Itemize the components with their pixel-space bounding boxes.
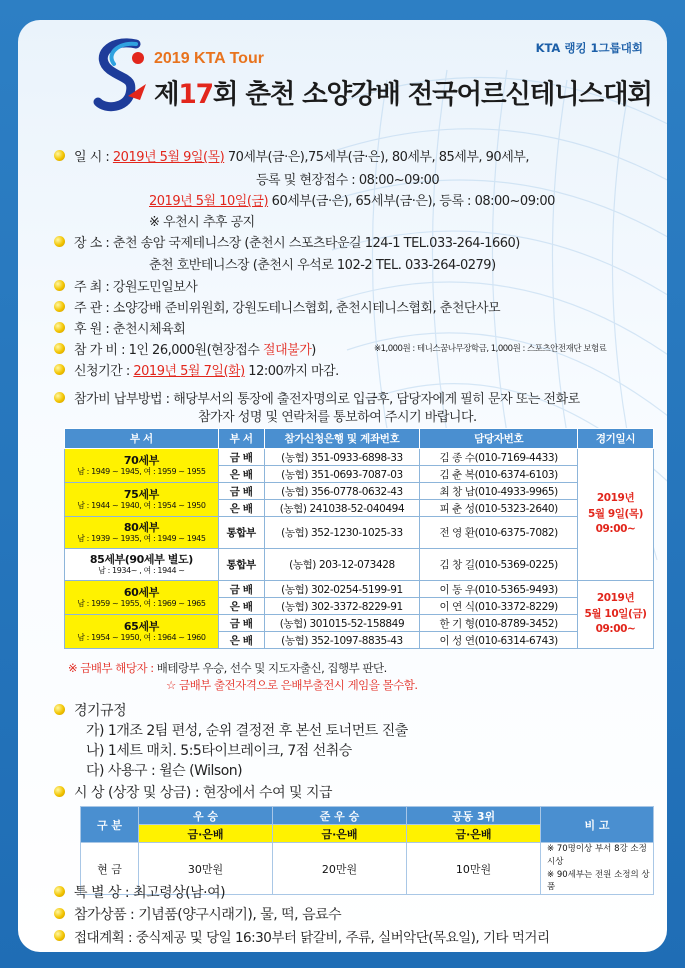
division-cell: 70세부 남 : 1949 ~ 1945, 여 : 1959 ~ 1955 bbox=[65, 449, 219, 483]
date-cell-1: 2019년 5월 9일(목) 09:00~ bbox=[578, 449, 654, 581]
table-row: 80세부 남 : 1939 ~ 1935, 여 : 1949 ~ 1945 통합부 (농협) 352-1230-1025-33 전 영 환(010-6375-7082) bbox=[65, 517, 654, 549]
table-row: 은 배 (농협) 302-3372-8229-91 이 연 식(010-3372-8229) bbox=[65, 598, 654, 615]
rain-note: ※ 우천시 추후 공지 bbox=[149, 215, 255, 230]
col-division: 부 서 bbox=[65, 429, 219, 449]
col-account: 참가신청은행 및 계좌번호 bbox=[264, 429, 420, 449]
bullet-icon bbox=[54, 322, 65, 333]
bullet-icon bbox=[54, 704, 65, 715]
table-row: 75세부 남 : 1944 ~ 1940, 여 : 1954 ~ 1950 금 배 (농협) 356-0778-0632-43 최 창 남(010-4933-9965) bbox=[65, 483, 654, 500]
col-sex: 부 서 bbox=[218, 429, 264, 449]
gold-warning: ☆ 금배부 출전자격으로 은배부출전시 게임을 몰수함. bbox=[166, 678, 418, 692]
prize-col-runner: 준 우 승 bbox=[273, 807, 407, 825]
gifts-line: 참가상품 : 기념품(양구시래기), 물, 떡, 음료수 bbox=[54, 904, 341, 924]
poster-frame bbox=[18, 20, 667, 952]
table-row: 60세부 남 : 1959 ~ 1955, 여 : 1969 ~ 1965 금 배 (농협) 302-0254-5199-91 이 동 우(010-5365-9493) 2019년 5월 10일(금) 09:00~ bbox=[65, 581, 654, 598]
rule-item: 다) 사용구 : 윌슨 (Wilson) bbox=[86, 763, 243, 779]
tour-label: 2019 KTA Tour bbox=[154, 50, 264, 67]
gold-note: ※ 금배부 해당자 : 배테랑부 우승, 선수 및 지도자출신, 집행부 판단. bbox=[68, 661, 387, 675]
prize-note: ※ 70명이상 부서 8강 소정시상 ※ 90세부는 전원 소정의 상품 bbox=[541, 843, 654, 895]
bullet-icon bbox=[54, 280, 65, 291]
date-registration: 등록 및 현장접수 : 08:00~09:00 bbox=[256, 173, 440, 188]
col-date: 경기일시 bbox=[578, 429, 654, 449]
bullet-icon bbox=[54, 930, 65, 941]
payment-line-1: 참가비 납부방법 : 해당부서의 통장에 출전자명의로 입금후, 담당자에게 필히 문자 또는 전화로 bbox=[54, 388, 580, 407]
division-cell: 80세부 남 : 1939 ~ 1935, 여 : 1949 ~ 1945 bbox=[65, 517, 219, 549]
prize-col-win: 우 승 bbox=[139, 807, 273, 825]
col-contact: 담당자번호 bbox=[420, 429, 578, 449]
table-row: 은 배 (농협) 241038-52-040494 피 춘 성(010-5323-2640) bbox=[65, 500, 654, 517]
table-row: 현 금 30만원 20만원 10만원 ※ 70명이상 부서 8강 소정시상 ※ 90세부는 전원 소정의 상품 bbox=[81, 843, 654, 895]
table-row: 은 배 (농협) 351-0693-7087-03 김 춘 복(010-6374-6103) bbox=[65, 466, 654, 483]
division-cell: 75세부 남 : 1944 ~ 1940, 여 : 1954 ~ 1950 bbox=[65, 483, 219, 517]
bullet-icon bbox=[54, 392, 65, 403]
rules-title: 경기규정 bbox=[54, 700, 126, 720]
bullet-icon bbox=[54, 236, 65, 247]
bullet-icon bbox=[54, 343, 65, 354]
sponsor-line: 후 원 : 춘천시체육회 bbox=[54, 318, 185, 337]
prize-table: 구 분 우 승 준 우 승 공동 3위 비 고 금·은배 금·은배 금·은배 현 금 30만원 20만원 10만원 ※ 70명이상 부서 8강 소정시상 ※ 90세부는 전원 소정의 상품 bbox=[80, 806, 654, 895]
table-row: 70세부 남 : 1949 ~ 1945, 여 : 1959 ~ 1955 금 배 (농협) 351-0933-6898-33 김 종 수(010-7169-4433) 2019년 5월 9일(목) 09:00~ bbox=[65, 449, 654, 466]
rule-item: 가) 1개조 2팀 편성, 순위 결정전 후 본선 토너먼트 진출 bbox=[86, 723, 408, 739]
organizer-line: 주 관 : 소양강배 준비위원회, 강원도테니스협회, 춘천시테니스협회, 춘천단사모 bbox=[54, 297, 500, 316]
tournament-logo bbox=[88, 38, 158, 116]
division-table bbox=[64, 428, 654, 649]
prize-col-division: 구 분 bbox=[81, 807, 139, 843]
main-title: 제17회 춘천 소양강배 전국어르신테니스대회 bbox=[154, 79, 652, 110]
division-cell: 60세부 남 : 1959 ~ 1955, 여 : 1969 ~ 1965 bbox=[65, 581, 219, 615]
deadline-line: 신청기간 : 2019년 5월 7일(화) 12:00까지 마감. bbox=[54, 360, 339, 379]
bullet-icon bbox=[54, 150, 65, 161]
bullet-icon bbox=[54, 908, 65, 919]
date-line-1: 일 시 : 2019년 5월 9일(목) 70세부(금·은),75세부(금·은), 80세부, 85세부, 90세부, bbox=[54, 146, 529, 165]
ranking-badge: KTA 랭킹 1그룹대회 bbox=[535, 41, 643, 55]
fee-note: ※1,000원 : 테니스꿈나무장학금, 1,000원 : 스포츠안전재단 보험료 bbox=[374, 344, 607, 354]
payment-line-2: 참가자 성명 및 연락처를 통보하여 주시기 바랍니다. bbox=[198, 410, 477, 425]
fee-line: 참 가 비 : 1인 26,000원(현장접수 절대불가) bbox=[54, 339, 316, 358]
bullet-icon bbox=[54, 886, 65, 897]
date-line-2: 2019년 5월 10일(금) 60세부(금·은), 65세부(금·은), 등록 : 08:00~09:00 bbox=[149, 194, 555, 209]
table-row: 은 배 (농협) 352-1097-8835-43 이 성 연(010-6314-6743) bbox=[65, 632, 654, 649]
table-row: 85세부(90세부 별도) 남 : 1934~ , 여 : 1944 ~ 통합부 (농협) 203-12-073428 김 창 길(010-5369-0225) bbox=[65, 549, 654, 581]
division-cell: 85세부(90세부 별도) 남 : 1934~ , 여 : 1944 ~ bbox=[65, 549, 219, 581]
hospitality-line: 접대계획 : 중식제공 및 당일 16:30부터 닭갈비, 주류, 실버악단(목요일), 기타 먹거리 bbox=[54, 926, 550, 946]
prize-title: 시 상 (상장 및 상금) : 현장에서 수여 및 지급 bbox=[54, 782, 332, 802]
table-row: 65세부 남 : 1954 ~ 1950, 여 : 1964 ~ 1960 금 배 (농협) 301015-52-158849 한 기 형(010-8789-3452) bbox=[65, 615, 654, 632]
venue-line-2: 춘천 호반테니스장 (춘천시 우석로 102-2 TEL. 033-264-0279) bbox=[149, 258, 496, 273]
division-cell: 65세부 남 : 1954 ~ 1950, 여 : 1964 ~ 1960 bbox=[65, 615, 219, 649]
date-cell-2: 2019년 5월 10일(금) 09:00~ bbox=[578, 581, 654, 649]
host-line: 주 최 : 강원도민일보사 bbox=[54, 276, 197, 295]
bullet-icon bbox=[54, 364, 65, 375]
prize-col-note: 비 고 bbox=[541, 807, 654, 843]
venue-line-1: 장 소 : 춘천 송암 국제테니스장 (춘천시 스포츠타운길 124-1 TEL.033-264-1660) bbox=[54, 232, 520, 251]
bullet-icon bbox=[54, 301, 65, 312]
prize-col-third: 공동 3위 bbox=[407, 807, 541, 825]
bullet-icon bbox=[54, 786, 65, 797]
rule-item: 나) 1세트 매치. 5:5타이브레이크, 7점 선취승 bbox=[86, 743, 352, 759]
special-prize-line: 특 별 상 : 최고령상(남·여) bbox=[54, 882, 225, 902]
